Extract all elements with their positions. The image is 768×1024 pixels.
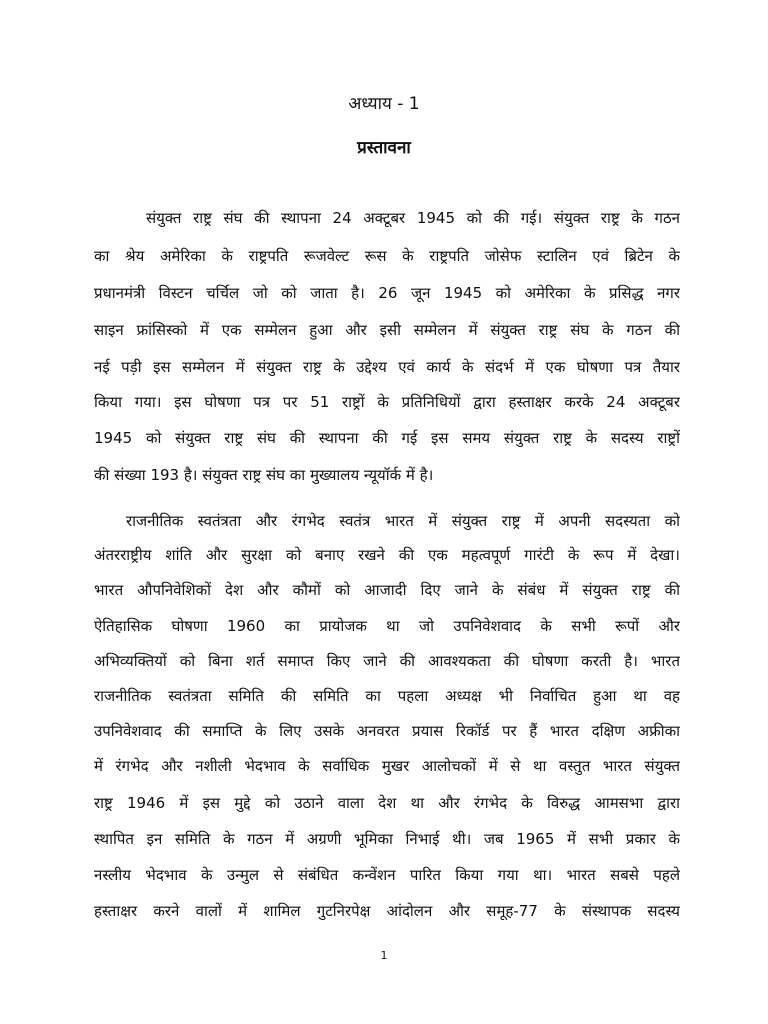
paragraph-1-line: किया गया। इस घोषणा पत्र पर 51 राष्ट्रों के प्रतिनिधियों द्वारा हस्ताक्षर करके 24 अक्टूबर [94,393,680,411]
chapter-heading: अध्याय - 1 [348,94,420,114]
paragraph-2-line: राजनीतिक स्वतंत्रता समिति की समिति का पहला अध्यक्ष भी निर्वाचित हुआ था वह [94,687,680,705]
paragraph-2-line: राष्ट्र 1946 में इस मुद्दे को उठाने वाला देश था और रंगभेद के विरुद्ध आमसभा द्वारा [94,794,680,812]
paragraph-2-line: राजनीतिक स्वतंत्रता और रंगभेद स्वतंत्र भारत में संयुक्त राष्ट्र में अपनी सदस्यता को [126,512,680,530]
paragraph-1-line: साइन फ्रांसिस्को में एक सम्मेलन हुआ और इसी सम्मेलन में संयुक्त राष्ट्र संघ के गठन की [94,321,680,339]
paragraph-2-line: उपनिवेशवाद की समाप्ति के लिए उसके अनवरत प्रयास रिकॉर्ड पर हैं भारत दक्षिण अफ्रीका [94,722,680,740]
paragraph-2-line: हस्ताक्षर करने वालों में शामिल गुटनिरपेक्ष आंदोलन और समूह-77 के संस्थापक सदस्य [94,902,680,920]
paragraph-2-line: स्थापित इन समिति के गठन में अग्रणी भूमिका निभाई थी। जब 1965 में सभी प्रकार के [94,830,680,848]
paragraph-1-line: प्रधानमंत्री विस्टन चर्चिल जो को जाता है। 26 जून 1945 को अमेरिका के प्रसिद्ध नगर [94,284,680,302]
paragraph-2-line: अंतरराष्ट्रीय शांति और सुरक्षा को बनाए रखने की एक महत्वपूर्ण गारंटी के रूप में देखा। [94,546,680,564]
paragraph-2-line: ऐतिहासिक घोषणा 1960 का प्रायोजक था जो उपनिवेशवाद के सभी रूपों और [94,617,680,635]
paragraph-2-line: में रंगभेद और नशीली भेदभाव के सर्वाधिक मुखर आलोचकों में से था वस्तुत भारत संयुक्त [94,757,680,775]
paragraph-2-line: भारत औपनिवेशिकों देश और कौमों को आजादी दिए जाने के संबंध में संयुक्त राष्ट्र की [94,581,680,599]
page-number: 1 [380,949,388,962]
paragraph-1-line: 1945 को संयुक्त राष्ट्र संघ की स्थापना की गई इस समय संयुक्त राष्ट्र के सदस्य राष्ट्रों [94,429,680,447]
document-title: प्रस्तावना [357,138,411,158]
paragraph-2-line: अभिव्यक्तियों को बिना शर्त समाप्त किए जाने की आवश्यकता की घोषणा करती है। भारत [94,652,680,670]
paragraph-1-line: नई पड़ी इस सम्मेलन में संयुक्त राष्ट्र के उद्देश्य एवं कार्य के संदर्भ में एक घोषणा पत्र तैयार [94,358,680,376]
paragraph-2-line: नस्लीय भेदभाव के उन्मुल से संबंधित कन्वेंशन पारित किया गया था। भारत सबसे पहले [94,866,680,884]
paragraph-1-line: की संख्या 193 है। संयुक्त राष्ट्र संघ का मुख्यालय न्यूयॉर्क में है। [94,466,434,484]
paragraph-1-line: का श्रेय अमेरिका के राष्ट्रपति रूजवेल्ट रूस के राष्ट्रपति जोसेफ स्टालिन एवं ब्रिटेन के [94,247,680,265]
paragraph-1-line: संयुक्त राष्ट्र संघ की स्थापना 24 अक्टूबर 1945 को की गई। संयुक्त राष्ट्र के गठन [146,209,680,227]
